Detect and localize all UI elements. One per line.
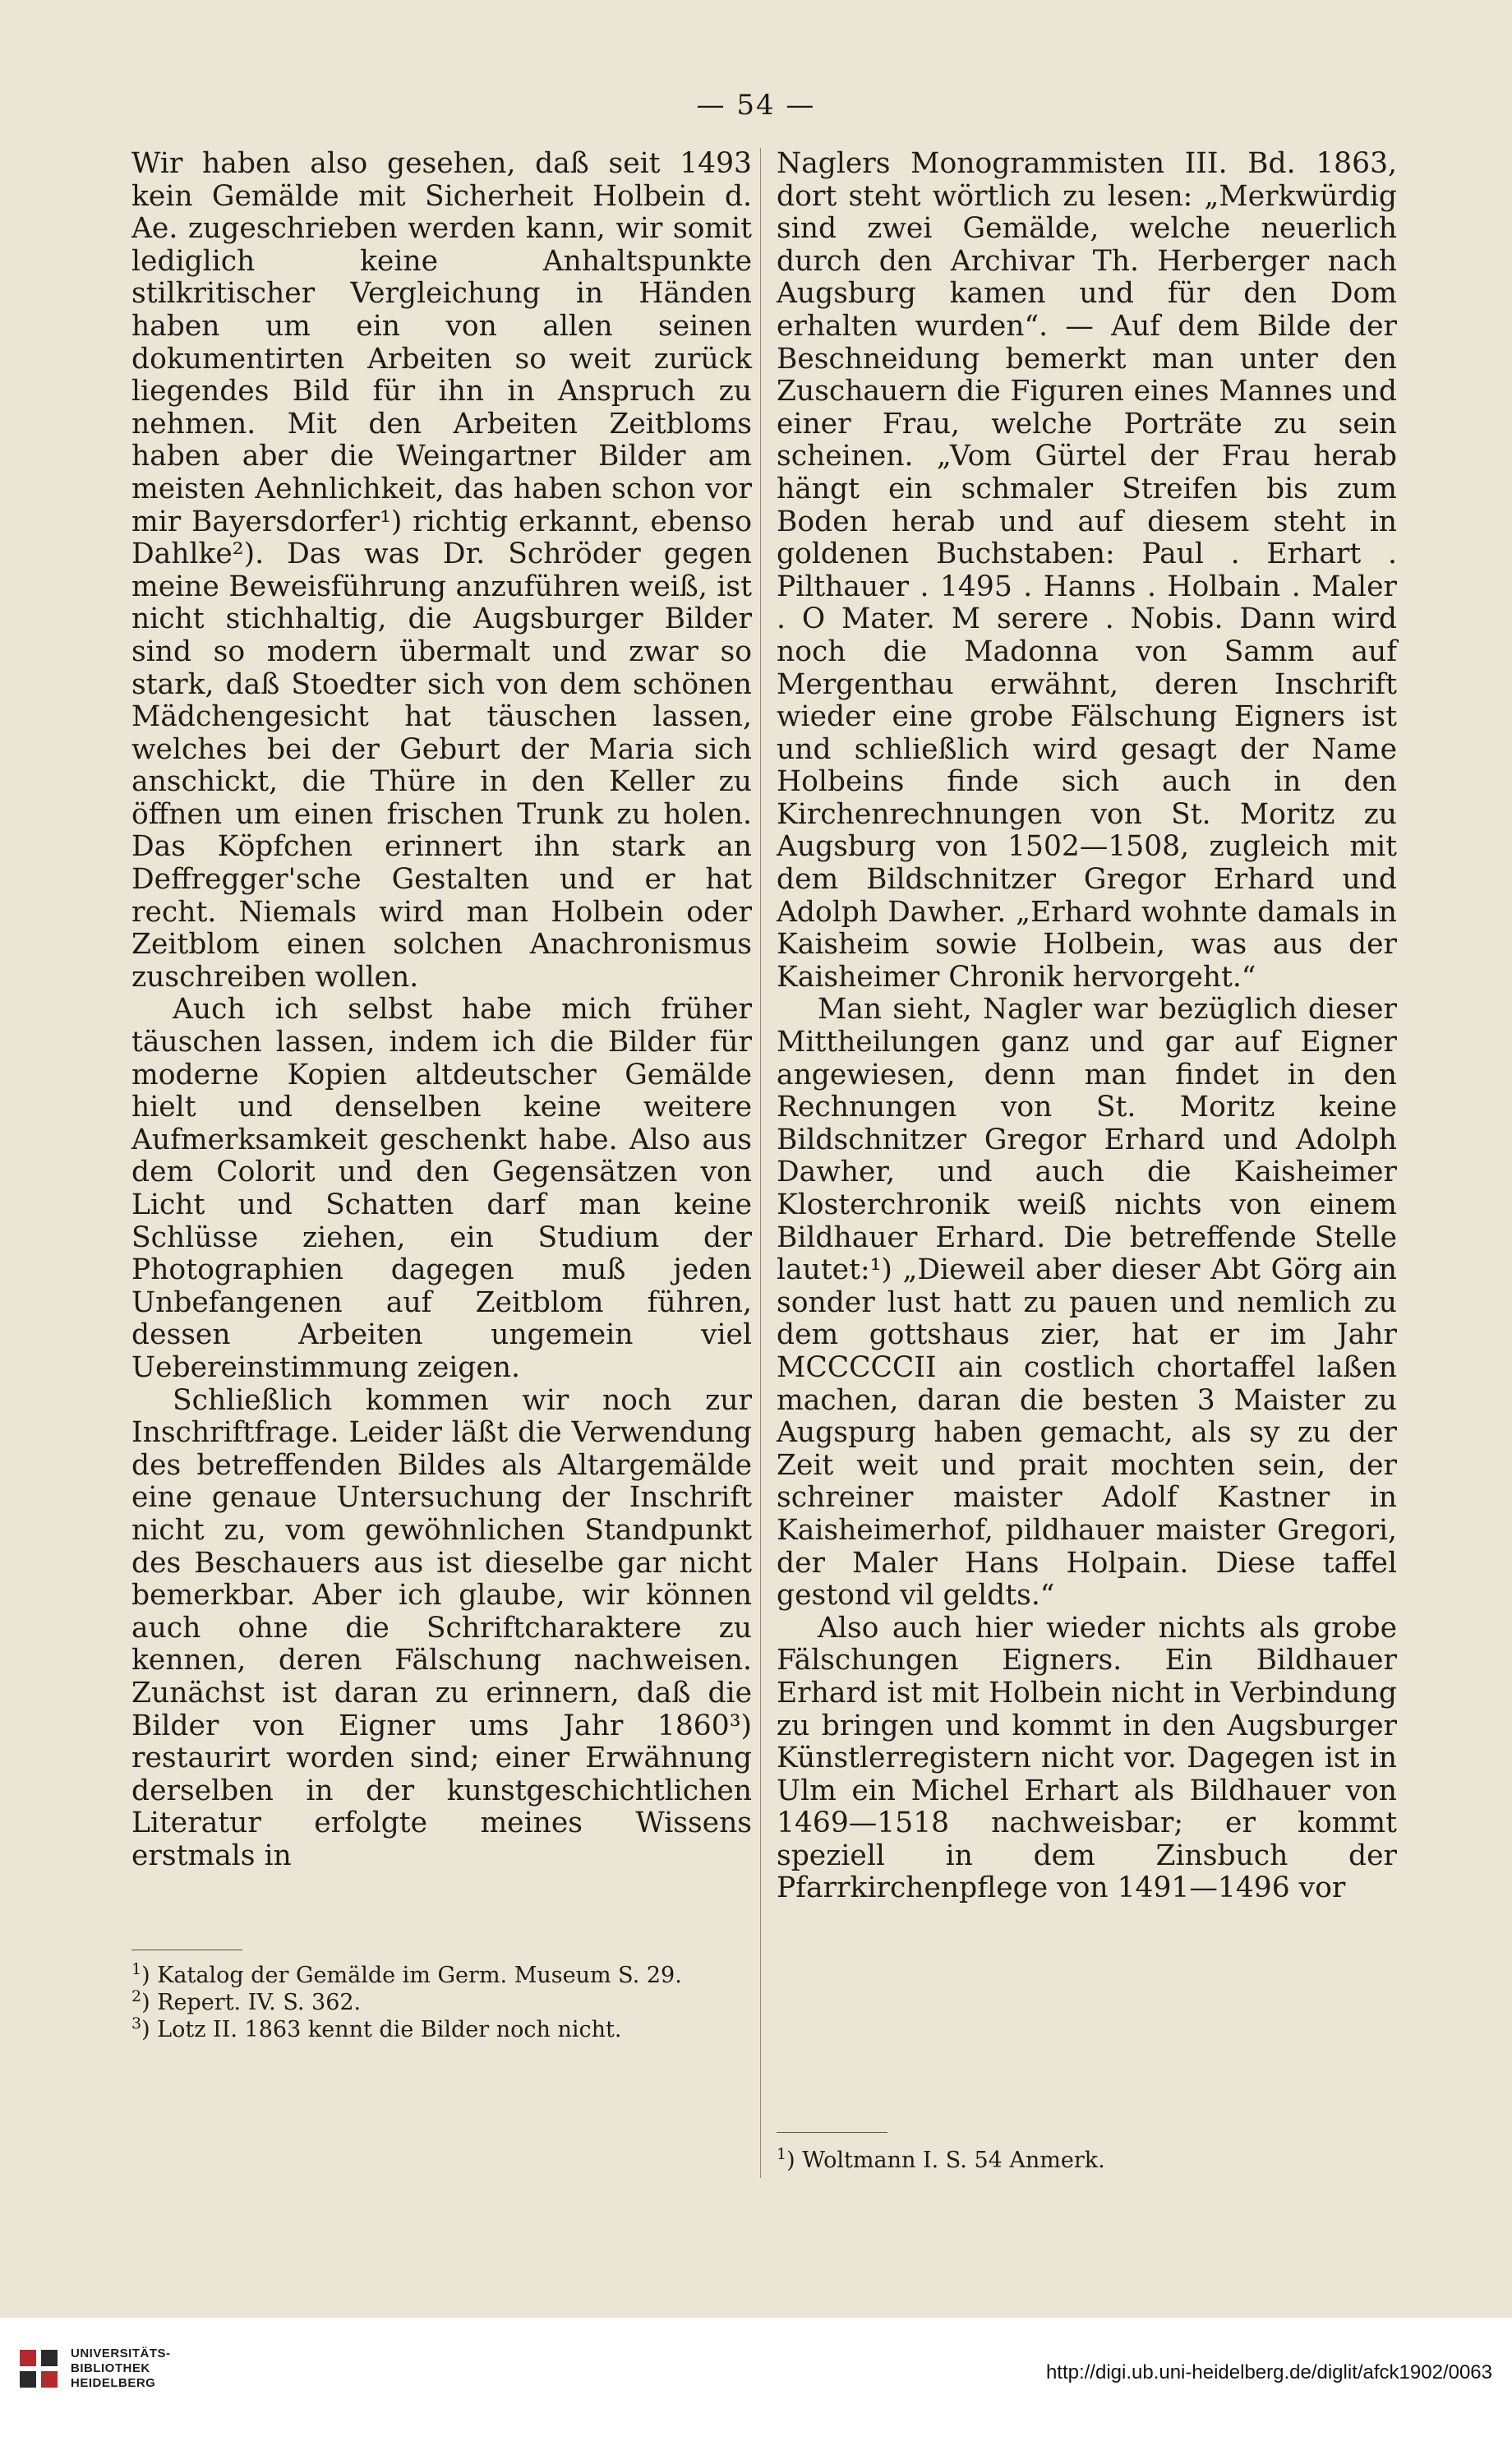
paragraph: Also auch hier wieder nichts als grobe Fälschungen Eigners. Ein Bildhauer Erhard ist mit Holbein nicht in Verbindung zu bringen und kommt in den Augsburger Künstlerregistern nicht vor. Dagegen ist in Ulm ein Michel Erhart als Bildhauer von 1469—1518 nachweisbar; er kommt speziell in dem Zinsbuch der Pfarrkirchenpflege von 1491—1496 vor (777, 1611, 1397, 1905)
footnotes-right (777, 2147, 1381, 2174)
footnote-number: 1 (131, 1960, 142, 1978)
footer-bar (0, 2318, 1512, 2455)
library-seal-icon (16, 2347, 61, 2391)
footnote-rule (777, 2132, 887, 2133)
right-column (777, 148, 1397, 1905)
footnote: $^1$) Katalog der Gemälde im Germ. Museum S. 29. (131, 1960, 682, 1988)
left-column (131, 148, 752, 1872)
footnote-number: 1 (777, 2145, 787, 2163)
page-number: — 54 — (696, 89, 816, 122)
footnote-number: 2 (131, 1987, 142, 2005)
logo-line: HEIDELBERG (71, 2376, 156, 2390)
paragraph: Schließlich kommen wir noch zur Inschriftfrage. Leider läßt die Verwendung des betreffenden Bildes als Altargemälde eine genaue Untersuchung der Inschrift nicht zu, vom gewöhnlichen Standpunkt des Beschauers aus ist dieselbe gar nicht bemerkbar. Aber ich glaube, wir können auch ohne die Schriftcharaktere zu kennen, deren Fälschung nachweisen. Zunächst ist daran zu erinnern, daß die Bilder von Eigner ums Jahr 1860³) restaurirt worden sind; einer Erwähnung derselben in der kunstgeschichtlichen Literatur erfolgte meines Wissens erstmals in (131, 1383, 752, 1872)
source-url-link[interactable]: http://digi.ub.uni-heidelberg.de/diglit/afck1902/0063 (1045, 2361, 1492, 2383)
paragraph: Naglers Monogrammisten III. Bd. 1863, dort steht wörtlich zu lesen: „Merkwürdig sind zwei Gemälde, welche neuerlich durch den Archivar Th. Herberger nach Augsburg kamen und für den Dom erhalten wurden“. — Auf dem Bilde der Beschneidung bemerkt man unter den Zuschauern die Figuren eines Mannes und einer Frau, welche Porträte zu sein scheinen. „Vom Gürtel der Frau herab hängt ein schmaler Streifen bis zum Boden herab und auf diesem steht in goldenen Buchstaben: Paul . Erhart . Pilthauer . 1495 . Hanns . Holbain . Maler . O Mater. M serere . Nobis. Dann wird noch die Madonna von Samm auf Mergenthau erwähnt, deren Inschrift wieder eine grobe Fälschung Eigners ist und schließlich wird gesagt der Name Holbeins finde sich auch in den Kirchenrechnungen von St. Moritz zu Augsburg von 1502—1508, zugleich mit dem Bildschnitzer Gregor Erhard und Adolph Dawher. „Erhard wohnte damals in Kaisheim sowie Holbein, was aus der Kaisheimer Chronik hervorgeht.“ (777, 147, 1397, 994)
paragraph: Wir haben also gesehen, daß seit 1493 kein Gemälde mit Sicherheit Holbein d. Ae. zugeschrieben werden kann, wir somit lediglich keine Anhaltspunkte stilkritischer Vergleichung in Händen haben um ein von allen seinen dokumentirten Arbeiten so weit zurück liegendes Bild für ihn in Anspruch zu nehmen. Mit den Arbeiten Zeitbloms haben aber die Weingartner Bilder am meisten Aehnlichkeit, das haben schon vor mir Bayersdorfer¹) richtig erkannt, ebenso Dahlke²). Das was Dr. Schröder gegen meine Beweisführung anzuführen weiß, ist nicht stichhaltig, die Augsburger Bilder sind so modern übermalt und zwar so stark, daß Stoedter sich von dem schönen Mädchengesicht hat täuschen lassen, welches bei der Geburt der Maria sich anschickt, die Thüre in den Keller zu öffnen um einen frischen Trunk zu holen. Das Köpfchen erinnert ihn stark an Deffregger'sche Gestalten und er hat recht. Niemals wird man Holbein oder Zeitblom einen solchen Anachronismus zuschreiben wollen. (131, 147, 752, 994)
logo-line: BIBLIOTHEK (71, 2361, 150, 2375)
footnote: $^1$) Woltmann I. S. 54 Anmerk. (777, 2145, 1105, 2173)
column-divider (760, 148, 761, 2178)
footnote-text: Katalog der Gemälde im Germ. Museum S. 29. (157, 1963, 682, 1988)
footnotes-left (131, 1962, 735, 2043)
library-logo (16, 2347, 171, 2391)
footnote: $^2$) Repert. IV. S. 362. (131, 1987, 362, 2015)
footnote: $^3$) Lotz II. 1863 kennt die Bilder noch nicht. (131, 2014, 622, 2042)
footnote-text: Repert. IV. S. 362. (157, 1990, 362, 2015)
footnote-text: Woltmann I. S. 54 Anmerk. (802, 2148, 1105, 2173)
paragraph: Auch ich selbst habe mich früher täuschen lassen, indem ich die Bilder für moderne Kopien altdeutscher Gemälde hielt und denselben keine weitere Aufmerksamkeit geschenkt habe. Also aus dem Colorit und den Gegensätzen von Licht und Schatten darf man keine Schlüsse ziehen, ein Studium der Photographien dagegen muß jeden Unbefangenen auf Zeitblom führen, dessen Arbeiten ungemein viel Uebereinstimmung zeigen. (131, 993, 752, 1384)
footnote-text: Lotz II. 1863 kennt die Bilder noch nicht. (157, 2017, 622, 2042)
paragraph: Man sieht, Nagler war bezüglich dieser Mittheilungen ganz und gar auf Eigner angewiesen, denn man findet in den Rechnungen von St. Moritz keine Bildschnitzer Gregor Erhard und Adolph Dawher, und auch die Kaisheimer Klosterchronik weiß nichts von einem Bildhauer Erhard. Die betreffende Stelle lautet:¹) „Dieweil aber dieser Abt Görg ain sonder lust hatt zu pauen und nemlich zu dem gottshaus zier, hat er im Jahr MCCCCCII ain costlich chortaffel laßen machen, daran die besten 3 Maister zu Augspurg haben gemacht, als sy zu der Zeit weit und prait mochten sein, der schreiner maister Adolf Kastner in Kaisheimerhof, pildhauer maister Gregori, der Maler Hans Holpain. Diese taffel gestond vil geldts.“ (777, 993, 1397, 1613)
logo-line: UNIVERSITÄTS- (71, 2347, 171, 2360)
footnote-number: 3 (131, 2014, 142, 2033)
